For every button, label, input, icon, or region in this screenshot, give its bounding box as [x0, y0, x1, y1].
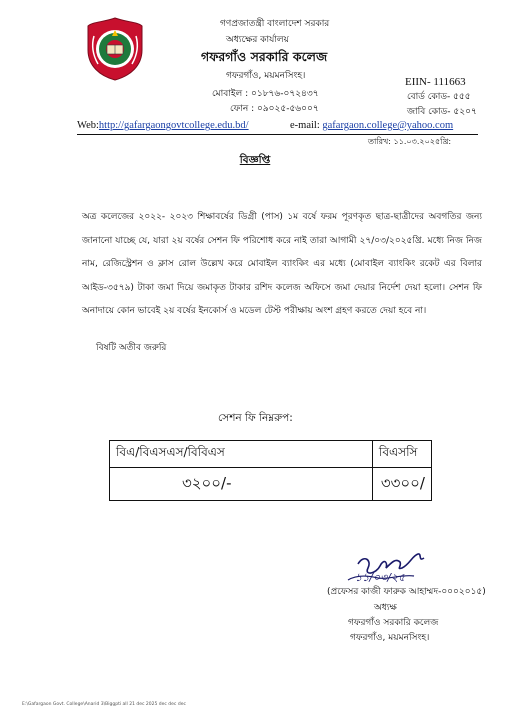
fee-header-bsc: বিএসসি	[372, 441, 431, 468]
signatory-address: গফরগাঁও, ময়মনসিংহ।	[350, 633, 430, 643]
website-link[interactable]: http://gafargaongovtcollege.edu.bd/	[98, 120, 249, 131]
college-name: গফরগাঁও সরকারি কলেজ	[201, 49, 328, 64]
govt-title: গণপ্রজাতন্ত্রী বাংলাদেশ সরকার	[220, 19, 330, 29]
mobile-number: মোবাইল : ০১৮৭৬-০৭২৪৩৭	[212, 89, 319, 99]
college-address: গফরগাঁও, ময়মনসিংহ।	[226, 71, 306, 81]
eiin-code: EIIN- 111663	[405, 76, 466, 88]
urgent-note: বিষটি অতীব জরুরি	[96, 343, 167, 353]
email-link[interactable]: gafargaon.college@yahoo.com	[322, 120, 454, 131]
signatory-designation: অধ্যক্ষ	[374, 603, 397, 613]
notice-body: অত্র কলেজের ২০২২- ২০২৩ শিক্ষাবর্ষের ডিগ্রী (পাস) ১ম বর্ষে ফরম পূরণকৃত ছাত্র-ছাত্রীদের অবগতির জন্য জানানো যাচ্ছে যে, যারা ২য় বর্ষের সেশন ফি পরিশোধ করে নাই তারা আগামী ২৭/০৩/২০২৫খ্রি. মধ্যে নিজ নিজ নাম, রেজিস্ট্রেশন ও ক্লাস রোল উল্লেখ করে মোবাইল ব্যাংকিং এর মধ্যে (মোবাইল ব্যাংকিং রকেট এর বিলার আইড-৩৫৭৯) টাকা জমা দিয়ে জমাকৃত টাকার রশিদ কলেজ অফিসে জমা দেয়ার নির্দেশ দেয়া হলো। সেশন ফি অনাদায়ে কোন ভাবেই ২য় বর্ষের ইনকোর্স ও মডেল টেস্ট পরীক্ষায় অংশ গ্রহণ করতে দেয়া হবে না।	[82, 212, 482, 316]
header-divider	[77, 134, 478, 135]
office-title: অধ্যক্ষের কার্যালয়	[226, 35, 289, 45]
file-path-footer: E:\Gafargaon Govt. College\Anarid 3\Biggpti all 21 dec 2025 dec dec dec	[22, 702, 186, 707]
table-row	[110, 441, 432, 468]
fee-heading: সেশন ফি নিম্নরুপ:	[218, 412, 293, 424]
fee-header-ba: বিএ/বিএসএস/বিবিএস	[110, 441, 373, 468]
fee-table	[109, 440, 432, 501]
phone-number: ফোন : ০৯০২৫-৫৬০০৭	[230, 104, 319, 114]
signature	[340, 540, 450, 592]
signature-date: ১১/০৩/২৫	[355, 571, 406, 584]
email-label: e-mail:	[290, 120, 320, 131]
notice-date: তারিখ: ১১.০৩.২০২৫খ্রি:	[368, 137, 452, 146]
web-label: Web:	[77, 120, 99, 131]
nu-code: জাবি কোড- ৫২০৭	[407, 107, 477, 117]
signatory-name: (প্রফেসর কাজী ফারুক আহাম্মদ-০০০২০১৫)	[327, 587, 486, 597]
notice-title	[233, 153, 277, 170]
fee-value-ba: ৩২০০/-	[110, 468, 373, 501]
fee-value-bsc: ৩৩০০/	[372, 468, 431, 501]
signatory-college: গফরগাঁও সরকারি কলেজ	[348, 618, 439, 628]
college-logo	[86, 16, 144, 82]
web-line	[77, 121, 249, 132]
board-code: বোর্ড কোড- ৫৫৫	[407, 92, 471, 102]
email-line	[290, 121, 453, 132]
notice-title-text: বিজ্ঞপ্তি	[239, 154, 271, 166]
table-row	[110, 468, 432, 501]
